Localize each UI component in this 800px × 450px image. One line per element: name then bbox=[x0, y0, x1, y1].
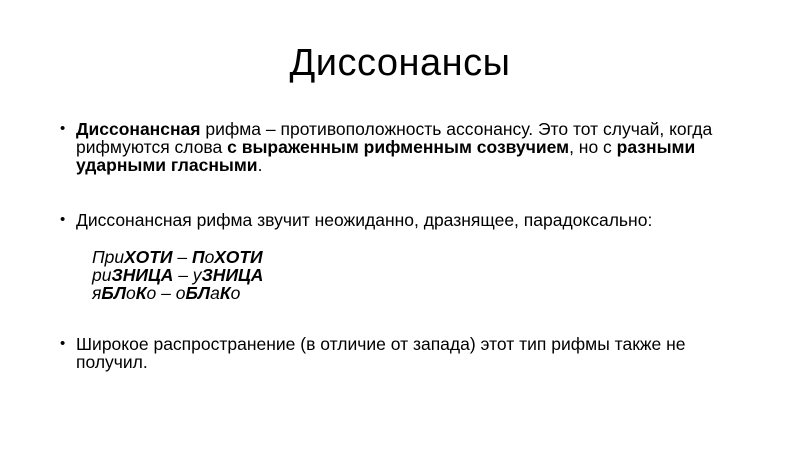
rhyme-example-part: я bbox=[92, 283, 102, 303]
rhyme-example-row bbox=[92, 284, 750, 302]
rhyme-example-part: ЗНИЦА bbox=[201, 265, 264, 285]
bullet-1-text-c: . bbox=[257, 155, 263, 175]
rhyme-example-part: БЛ bbox=[101, 283, 126, 303]
bullet-1-text-a: рифма – противоположность ассонансу. Это тот случай, когда рифмуются слова bbox=[76, 119, 713, 157]
bullet-marker-3: • bbox=[60, 335, 66, 352]
rhyme-example-part: П bbox=[191, 247, 205, 267]
slide-title: Диссонансы bbox=[289, 42, 511, 84]
bullet-item-2 bbox=[60, 211, 750, 302]
bullet-marker-2: • bbox=[60, 211, 66, 228]
bullet-2-text: Диссонансная рифма звучит неожиданно, дразнящее, парадоксально: bbox=[76, 210, 653, 230]
rhyme-example-part: К bbox=[135, 283, 147, 303]
rhyme-example-part: БЛ bbox=[185, 283, 211, 303]
rhyme-example-part: – bbox=[172, 247, 192, 267]
rhyme-example-part: ри bbox=[92, 265, 112, 285]
rhyme-example-part: ЗНИЦА bbox=[111, 265, 174, 285]
rhyme-example-part: – у bbox=[173, 265, 202, 285]
rhyme-example-part: о bbox=[230, 283, 241, 303]
rhyme-example-part: а bbox=[210, 283, 220, 303]
bullet-list bbox=[60, 120, 750, 371]
rhyme-example-part: ХОТИ bbox=[214, 247, 263, 267]
bullet-3-text: Широкое распространение (в отличие от запада) этот тип рифмы также не получил. bbox=[76, 334, 686, 372]
bullet-1-text-b: , но с bbox=[569, 137, 617, 157]
rhyme-example-row bbox=[92, 248, 750, 266]
bullet-1-bold-b: разными ударными гласными bbox=[76, 137, 696, 175]
bullet-marker-1: • bbox=[60, 120, 66, 137]
bullet-1-bold-a: с выраженным рифменным созвучием bbox=[227, 137, 570, 157]
rhyme-examples bbox=[76, 248, 750, 302]
rhyme-example-row bbox=[92, 266, 750, 284]
rhyme-example-part: о bbox=[126, 283, 136, 303]
rhyme-example-part: При bbox=[92, 247, 125, 267]
rhyme-example-part: ХОТИ bbox=[124, 247, 173, 267]
rhyme-example-part: о bbox=[204, 247, 215, 267]
rhyme-example-part: К bbox=[219, 283, 231, 303]
rhyme-example-part: о – о bbox=[146, 283, 186, 303]
bullet-item-3 bbox=[60, 335, 750, 371]
bullet-item-1 bbox=[60, 120, 750, 174]
bullet-1-term: Диссонансная bbox=[76, 119, 201, 139]
